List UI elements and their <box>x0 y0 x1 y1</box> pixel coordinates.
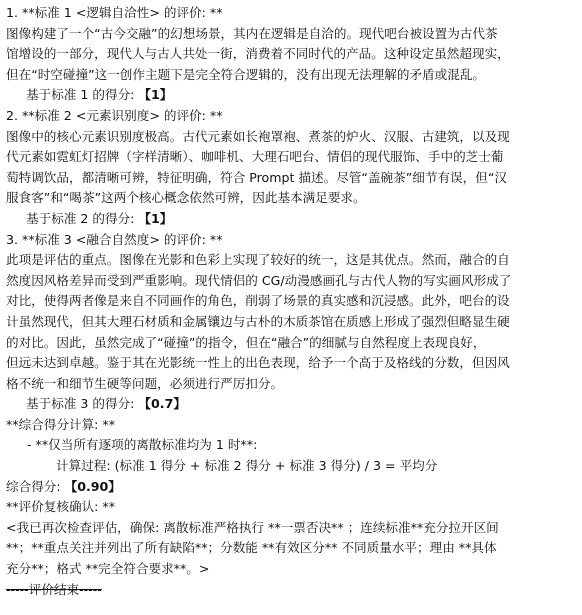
criterion-2-score-line <box>6 209 576 230</box>
criterion-2-heading: 2. **标准 2 <元素识别度> 的评价: ** <box>6 107 223 123</box>
criterion-3-score: 【0.7】 <box>138 396 186 412</box>
summary-section <box>6 415 576 497</box>
criterion-1-score: 【1】 <box>138 87 173 103</box>
criterion-1-body-line: 馆增设的一部分，现代人与古人共处一街，消费着不同时代的产品。这种设定虽然超现实， <box>6 46 510 62</box>
criterion-2-body-line: 萄特调饮品，都清晰可辨，特征明确，符合 Prompt 描述。尽管“盖碗茶”细节有误，但“汉 <box>6 169 507 185</box>
criterion-3-body-line: 格不统一和细节生硬等问题，必须进行严厉扣分。 <box>6 375 284 391</box>
review-heading: **评价复核确认: ** <box>6 499 115 515</box>
criterion-3-body-line: 计虽然现代，但其大理石材质和金属镶边与古朴的木质茶馆在质感上形成了强烈但略显生硬 <box>6 313 510 329</box>
criterion-3-body-line: 然度因风格差异而受到严重影响。现代情侣的 CG/动漫感画孔与古代人物的写实画风形成了 <box>6 272 512 288</box>
criterion-3-body-line: 此项是评估的重点。图像在光影和色彩上实现了较好的统一，这是其优点。然而，融合的自 <box>6 252 510 268</box>
review-line: **；**重点关注并列出了所有缺陷**；分数能 **有效区分** 不同质量水平；理由 **具体 <box>6 540 497 556</box>
final-score-line <box>6 477 576 498</box>
criterion-1-score-line <box>6 85 576 106</box>
criterion-3-score-label: 基于标准 3 的得分: <box>26 396 139 412</box>
review-line: 充分**；格式 **完全符合要求**。> <box>6 561 210 577</box>
criterion-3-body-line: 但远未达到卓越。鉴于其在光影统一性上的出色表现，给予一个高于及格线的分数，但因风 <box>6 355 510 371</box>
criterion-2-score: 【1】 <box>138 210 173 226</box>
review-section <box>6 497 576 579</box>
criterion-1-section <box>6 3 576 106</box>
criterion-2-body-line: 服食客”和“喝茶”这两个核心概念依然可辨，因此基本满足要求。 <box>6 190 366 206</box>
criterion-2-section <box>6 106 576 230</box>
review-line: <我已再次检查评估，确保: 离散标准严格执行 **一票否决** ；连续标准**充分拉开区间 <box>6 519 499 535</box>
criterion-3-section <box>6 230 576 415</box>
document-footer: -----评价结束----- <box>6 581 102 597</box>
criterion-2-score-label: 基于标准 2 的得分: <box>26 210 139 226</box>
criterion-1-score-label: 基于标准 1 的得分: <box>26 87 139 103</box>
summary-note: - **仅当所有逐项的离散标准均为 1 时**: <box>27 437 258 453</box>
criterion-3-body-line: 对比，使得两者像是来自不同画作的角色，削弱了场景的真实感和沉浸感。此外，吧台的设 <box>6 293 510 309</box>
criterion-1-body-line: 图像构建了一个“古今交融”的幻想场景，其内在逻辑是自洽的。现代吧台被设置为古代茶 <box>6 25 498 41</box>
criterion-1-heading: 1. **标准 1 <逻辑自洽性> 的评价: ** <box>6 5 223 20</box>
criterion-2-body-line: 图像中的核心元素识别度极高。古代元素如长袍罩袍、煮茶的炉火、汉服、古建筑，以及现 <box>6 128 510 144</box>
summary-heading: **综合得分计算: ** <box>6 416 115 432</box>
criterion-1-body-line: 但在“时空碰撞”这一创作主题下是完全符合逻辑的，没有出现无法理解的矛盾或混乱。 <box>6 66 486 82</box>
criterion-3-score-line <box>6 394 576 415</box>
criterion-2-body-line: 代元素如霓虹灯招牌（字样清晰）、咖啡机、大理石吧台、情侣的现代服饰、手中的芝士葡 <box>6 149 504 165</box>
criterion-3-heading: 3. **标准 3 <融合自然度> 的评价: ** <box>6 231 223 247</box>
final-score-label: 综合得分: <box>6 478 65 494</box>
summary-formula: 计算过程: (标准 1 得分 + 标准 2 得分 + 标准 3 得分) / 3 = 平均分 <box>56 458 438 474</box>
final-score: 【0.90】 <box>64 478 121 494</box>
criterion-3-body-line: 的对比。因此，虽然完成了“碰撞”的指令，但在“融合”的细腻与自然程度上表现良好， <box>6 334 486 350</box>
